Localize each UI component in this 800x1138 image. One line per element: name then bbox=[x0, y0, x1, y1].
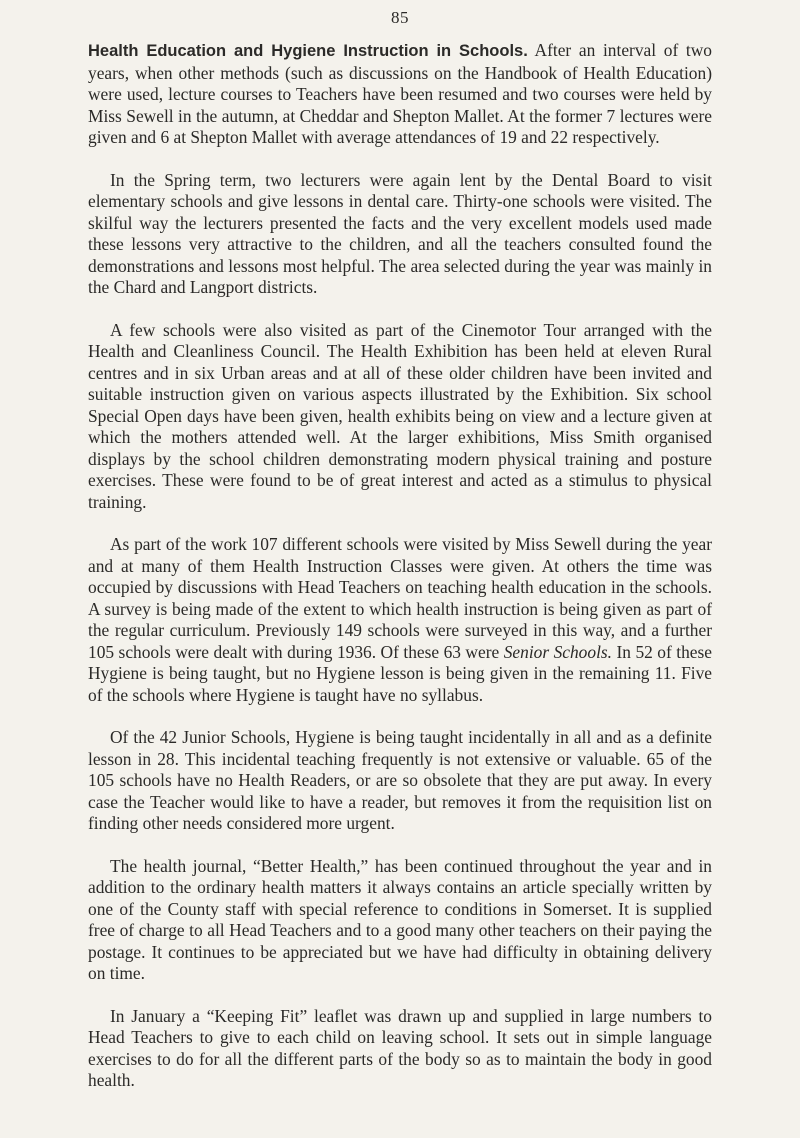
paragraph-5: Of the 42 Junior Schools, Hygiene is being taught incidentally in all and as a definite lesson in 28. This incidental teaching frequently is not extensive or valuable. 65 of the 105 schools have no Health Readers, or are so obsolete that they are put away. In every case the Teacher would like to have a reader, but removes it from the requisition list on finding other needs considered more urgent. bbox=[88, 727, 712, 833]
section-heading: Health Education and Hygiene Instruction in Schools. bbox=[88, 42, 528, 60]
paragraph-1-text: After an interval of two years, when other methods (such as discussions on the Handbook of Health Education) were used, lecture courses to Teachers have been resumed and two courses were held by Miss Sewell in the autumn, at Cheddar and Shepton Mallet. At the former 7 lectures were given and 6 at Shepton Mallet with average attendances of 19 and 22 respectively. bbox=[88, 40, 712, 147]
paragraph-4 bbox=[88, 534, 712, 706]
paragraph-1 bbox=[88, 40, 712, 149]
paragraph-3: A few schools were also visited as part of the Cinemotor Tour arranged with the Health and Cleanliness Council. The Health Exhibition has been held at eleven Rural centres and in six Urban areas and at all of these older children have been invited and suitable instruction given on various aspects illustrated by the Exhibition. Six school Special Open days have been given, health exhibits being on view and a lecture given at which the mothers attended well. At the larger exhibitions, Miss Smith organised displays by the school children demonstrating modern physical training and posture exercises. These were found to be of great interest and acted as a stimulus to physical training. bbox=[88, 319, 712, 512]
paragraph-2: In the Spring term, two lecturers were again lent by the Dental Board to visit elementary schools and give lessons in dental care. Thirty-one schools were visited. The skilful way the lecturers presented the facts and the very excellent models used made these lessons very attractive to the children, and all the teachers consulted found the demonstrations and lessons most helpful. The area selected during the year was mainly in the Chard and Langport districts. bbox=[88, 169, 712, 297]
page-number: 85 bbox=[391, 8, 409, 27]
senior-schools-italic: Senior Schools. bbox=[503, 641, 613, 662]
paragraph-7: In January a “Keeping Fit” leaflet was drawn up and supplied in large numbers to Head Teachers to give to each child on leaving school. It sets out in simple language exercises to do for all the different parts of the body so as to maintain the body in good health. bbox=[88, 1005, 712, 1090]
paragraph-4-text-b: In 52 of these Hygiene is being taught, but no Hygiene lesson is being given in the remaining 11. Five of the schools where Hygiene is taught have no syllabus. bbox=[88, 641, 712, 705]
body-text bbox=[88, 40, 712, 1113]
paragraph-4-text-a: As part of the work 107 different schools were visited by Miss Sewell during the year and at many of them Health Instruction Classes were given. At others the time was occupied by discussions with Head Teachers on teaching health education in the schools. A survey is being made of the extent to which health instruction is being given as part of the regular curriculum. Previously 149 schools were surveyed in this way, and a further 105 schools were dealt with during 1936. Of these 63 were bbox=[88, 534, 712, 662]
paragraph-6: The health journal, “Better Health,” has been continued throughout the year and in addition to the ordinary health matters it always contains an article specially written by one of the County staff with special reference to conditions in Somerset. It is supplied free of charge to all Head Teachers and to a good many other teachers on their paying the postage. It continues to be appreciated but we have had difficulty in obtaining delivery on time. bbox=[88, 855, 712, 983]
